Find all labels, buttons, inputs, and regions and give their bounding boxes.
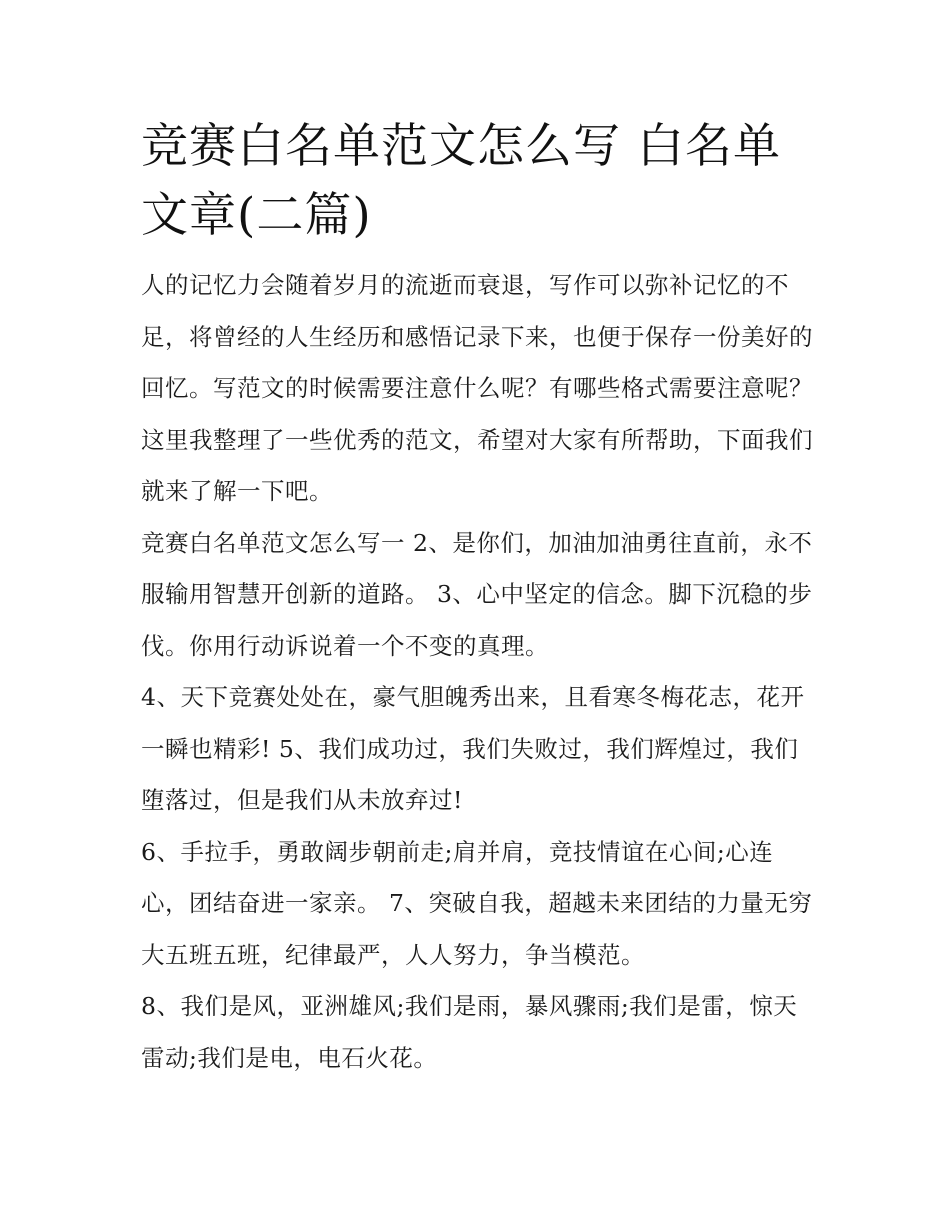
paragraph-3: 6、手拉手，勇敢阔步朝前走;肩并肩，竞技情谊在心间;心连心，团结奋进一家亲。 7、突破自我，超越未来团结的力量无穷大五班五班，纪律最严，人人努力，争当模范。 xyxy=(141,837,813,969)
paragraph-4: 8、我们是风，亚洲雄风;我们是雨，暴风骤雨;我们是雷，惊天雷动;我们是电，电石火花。 xyxy=(141,992,798,1072)
paragraph-1: 竞赛白名单范文怎么写一 2、是你们，加油加油勇往直前，永不服输用智慧开创新的道路。 3、心中坚定的信念。脚下沉稳的步伐。你用行动诉说着一个不变的真理。 xyxy=(141,528,813,660)
document-page xyxy=(141,112,821,1084)
paragraph-intro: 人的记忆力会随着岁月的流逝而衰退，写作可以弥补记忆的不足，将曾经的人生经历和感悟记录下来，也便于保存一份美好的回忆。写范文的时候需要注意什么呢？有哪些格式需要注意呢？这里我整理了一些优秀的范文，希望对大家有所帮助，下面我们就来了解一下吧。 xyxy=(141,271,813,505)
paragraph-2: 4、天下竞赛处处在，豪气胆魄秀出来，且看寒冬梅花志，花开一瞬也精彩! 5、我们成功过，我们失败过，我们辉煌过，我们堕落过，但是我们从未放弃过! xyxy=(141,683,805,814)
document-title: 竞赛白名单范文怎么写 白名单文章(二篇) xyxy=(141,119,781,243)
